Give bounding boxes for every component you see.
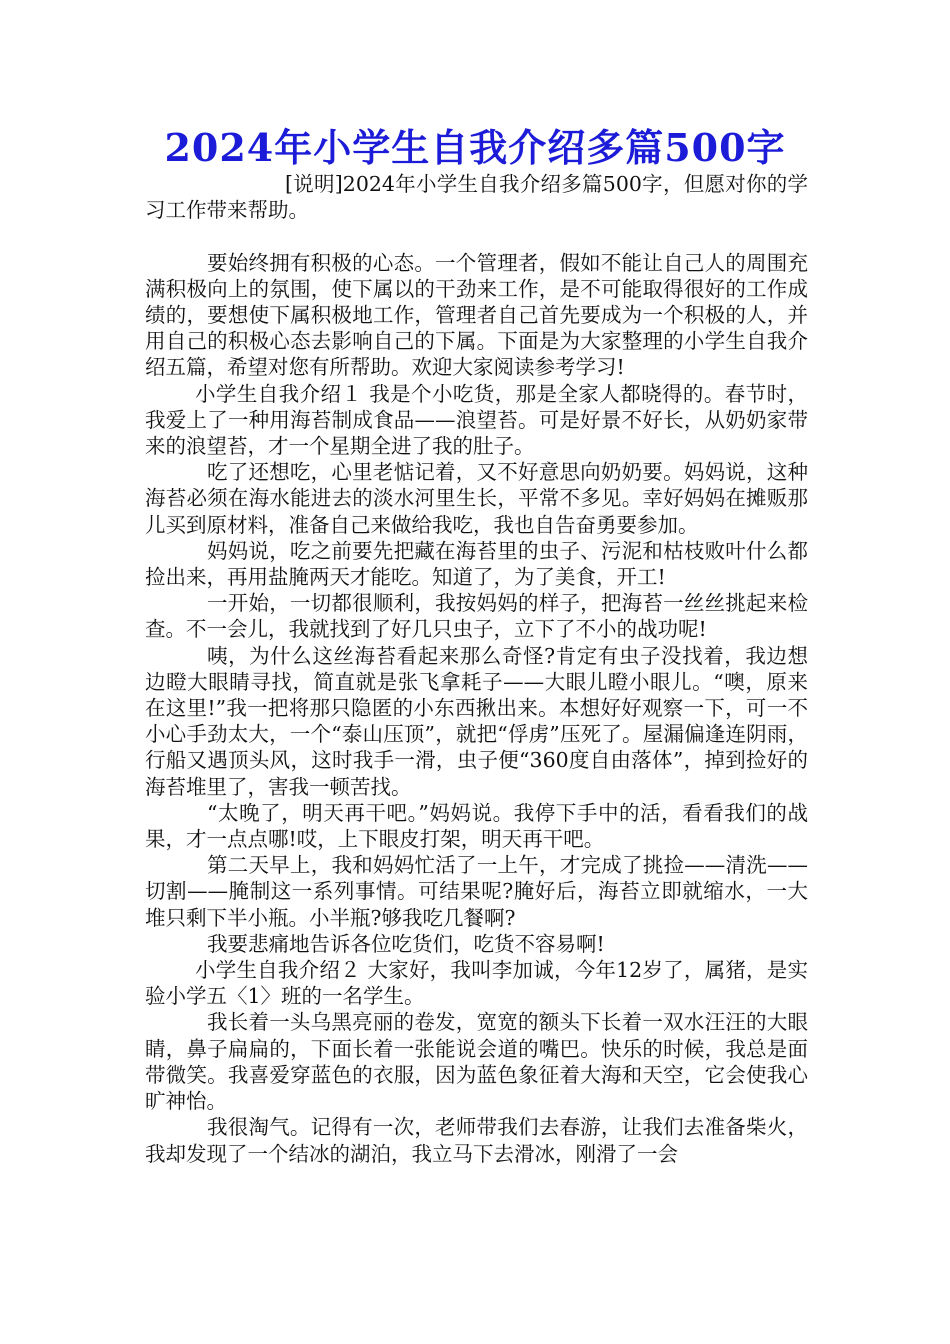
body-paragraph: 一开始，一切都很顺利，我按妈妈的样子，把海苔一丝丝挑起来检查。不一会儿，我就找到了好几只虫子，立下了不小的战功呢!: [145, 591, 808, 642]
body-paragraph: 咦，为什么这丝海苔看起来那么奇怪?肯定有虫子没找着，我边想边瞪大眼睛寻找，简直就是张飞拿耗子——大眼儿瞪小眼儿。“噢，原来在这里!”我一把将那只隐匿的小东西揪出来。本想好好观察一下，可一不小心手劲太大，一个“泰山压顶”，就把“俘虏”压死了。屋漏偏逢连阴雨，行船又遇顶头风，这时我手一滑，虫子便“360度自由落体”，掉到捡好的海苔堆里了，害我一顿苦找。: [145, 643, 808, 799]
section-heading-paragraph: 小学生自我介绍２ 大家好，我叫李加诚，今年12岁了，属猪，是实验小学五〈1〉班的一名学生。: [145, 958, 808, 1009]
body-paragraph: 我长着一头乌黑亮丽的卷发，宽宽的额头下长着一双水汪汪的大眼睛，鼻子扁扁的，下面长着一张能说会道的嘴巴。快乐的时候，我总是面带微笑。我喜爱穿蓝色的衣服，因为蓝色象征着大海和天空，它会使我心旷神怡。: [145, 1010, 808, 1114]
body-paragraph: 吃了还想吃，心里老惦记着，又不好意思向奶奶要。妈妈说，这种海苔必须在海水能进去的淡水河里生长，平常不多见。幸好妈妈在摊贩那儿买到原材料，准备自己来做给我吃，我也自告奋勇要参加。: [145, 460, 808, 537]
body-paragraph: 要始终拥有积极的心态。一个管理者，假如不能让自己人的周围充满积极向上的氛围，使下属以的干劲来工作，是不可能取得很好的工作成绩的，要想使下属积极地工作，管理者自己首先要成为一个积极的人，并用自己的积极心态去影响自己的下属。下面是为大家整理的小学生自我介绍五篇，希望对您有所帮助。欢迎大家阅读参考学习!: [145, 250, 808, 380]
body-paragraph: 我要悲痛地告诉各位吃货们，吃货不容易啊!: [207, 931, 605, 956]
section-heading-paragraph: 小学生自我介绍１ 我是个小吃货，那是全家人都晓得的。春节时，我爱上了一种用海苔制成食品——浪望苔。可是好景不好长，从奶奶家带来的浪望苔，才一个星期全进了我的肚子。: [145, 381, 808, 459]
intro-paragraph: [说明]2024年小学生自我介绍多篇500字，但愿对你的学习工作带来帮助。: [145, 172, 808, 223]
body-paragraph: 第二天早上，我和妈妈忙活了一上午，才完成了挑捡——清洗——切割——腌制这一系列事情。可结果呢?腌好后，海苔立即就缩水，一大堆只剩下半小瓶。小半瓶?够我吃几餐啊?: [145, 853, 808, 930]
document-title: 2024年小学生自我介绍多篇500字: [164, 125, 786, 170]
body-paragraph: 我很淘气。记得有一次，老师带我们去春游，让我们去准备柴火，我却发现了一个结冰的湖泊，我立马下去滑冰，刚滑了一会: [145, 1115, 808, 1166]
document-body: [145, 171, 808, 1167]
blank-line: [145, 223, 808, 249]
body-paragraph: “太晚了，明天再干吧。”妈妈说。我停下手中的活，看看我们的战果，才一点点哪!哎，上下眼皮打架，明天再干吧。: [145, 800, 808, 852]
body-paragraph: 妈妈说，吃之前要先把藏在海苔里的虫子、污泥和枯枝败叶什么都捡出来，再用盐腌两天才能吃。知道了，为了美食，开工!: [145, 538, 808, 590]
